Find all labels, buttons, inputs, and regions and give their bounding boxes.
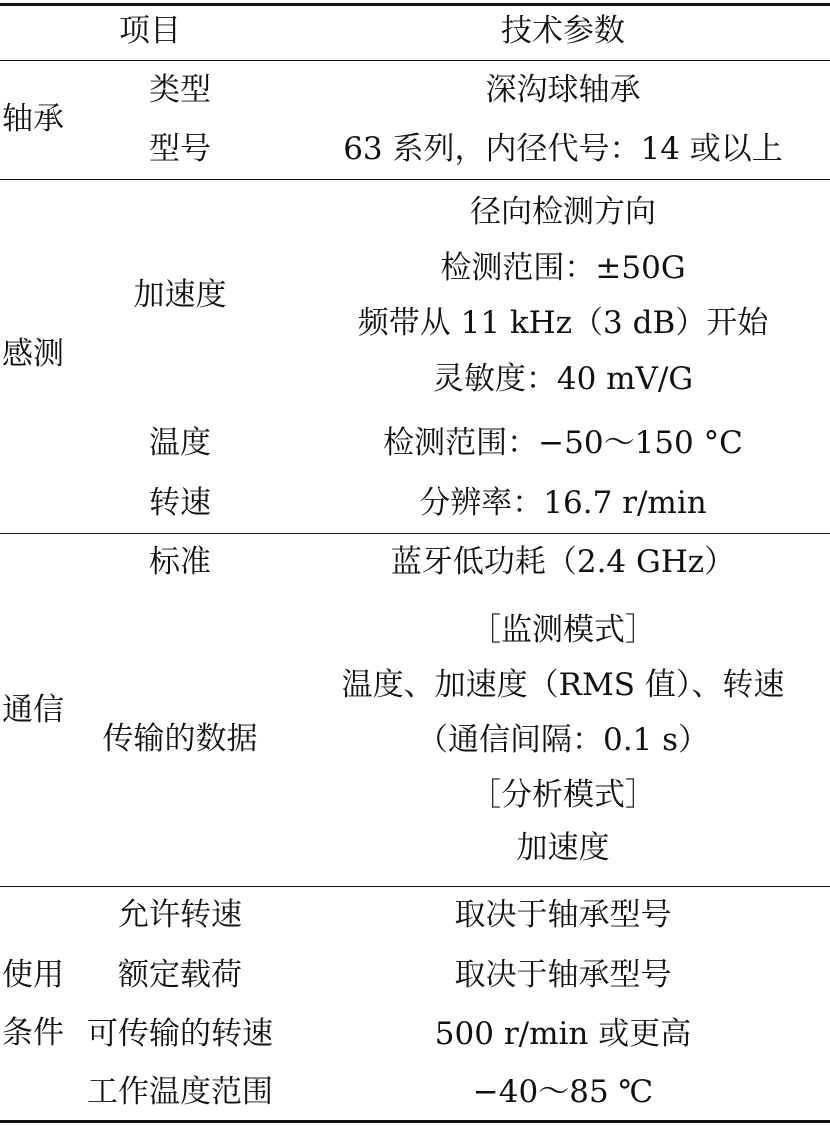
param-value: ［监测模式］ — [470, 612, 656, 648]
item-label: 温度 — [149, 425, 211, 461]
item-label: 标准 — [149, 544, 211, 580]
param-value: 取决于轴承型号 — [454, 897, 672, 933]
section-label: 感测 — [2, 336, 64, 372]
param-value: −40～85 ℃ — [472, 1074, 654, 1110]
param-value: 63 系列，内径代号：14 或以上 — [343, 131, 783, 167]
param-value: 检测范围：±50G — [440, 250, 686, 286]
param-value: 500 r/min 或更高 — [434, 1016, 692, 1052]
header-item: 项目 — [119, 13, 181, 49]
param-value: 温度、加速度（RMS 值）、转速 — [341, 667, 785, 703]
item-label: 可传输的转速 — [87, 1016, 273, 1052]
header-params: 技术参数 — [501, 13, 625, 49]
item-label: 类型 — [149, 72, 211, 108]
param-value: 蓝牙低功耗（2.4 GHz） — [390, 544, 736, 580]
section-label: 条件 — [2, 1015, 64, 1051]
param-value: ［分析模式］ — [470, 777, 656, 813]
param-value: 灵敏度：40 mV/G — [432, 361, 694, 397]
section-label: 使用 — [2, 957, 64, 993]
item-label: 加速度 — [133, 277, 227, 313]
section-divider — [0, 179, 830, 180]
param-value: （通信间隔：0.1 s） — [416, 722, 710, 758]
item-label: 允许转速 — [118, 897, 242, 933]
item-label: 转速 — [149, 485, 211, 521]
param-value: 频带从 11 kHz（3 dB）开始 — [357, 305, 769, 341]
item-label: 额定载荷 — [118, 957, 242, 993]
item-label: 传输的数据 — [102, 721, 258, 757]
item-label: 工作温度范围 — [87, 1074, 273, 1110]
section-label: 通信 — [2, 692, 64, 728]
param-value: 分辨率：16.7 r/min — [419, 485, 707, 521]
item-label: 型号 — [149, 131, 211, 167]
section-label: 轴承 — [2, 101, 64, 137]
header-rule — [0, 60, 830, 61]
section-divider — [0, 886, 830, 887]
table-bottom-rule — [0, 1120, 830, 1123]
table-top-rule — [0, 3, 830, 6]
param-value: 深沟球轴承 — [485, 72, 641, 108]
section-divider — [0, 533, 830, 534]
param-value: 径向检测方向 — [470, 194, 656, 230]
param-value: 检测范围：−50～150 °C — [383, 425, 743, 461]
param-value: 加速度 — [516, 830, 610, 866]
param-value: 取决于轴承型号 — [454, 957, 672, 993]
